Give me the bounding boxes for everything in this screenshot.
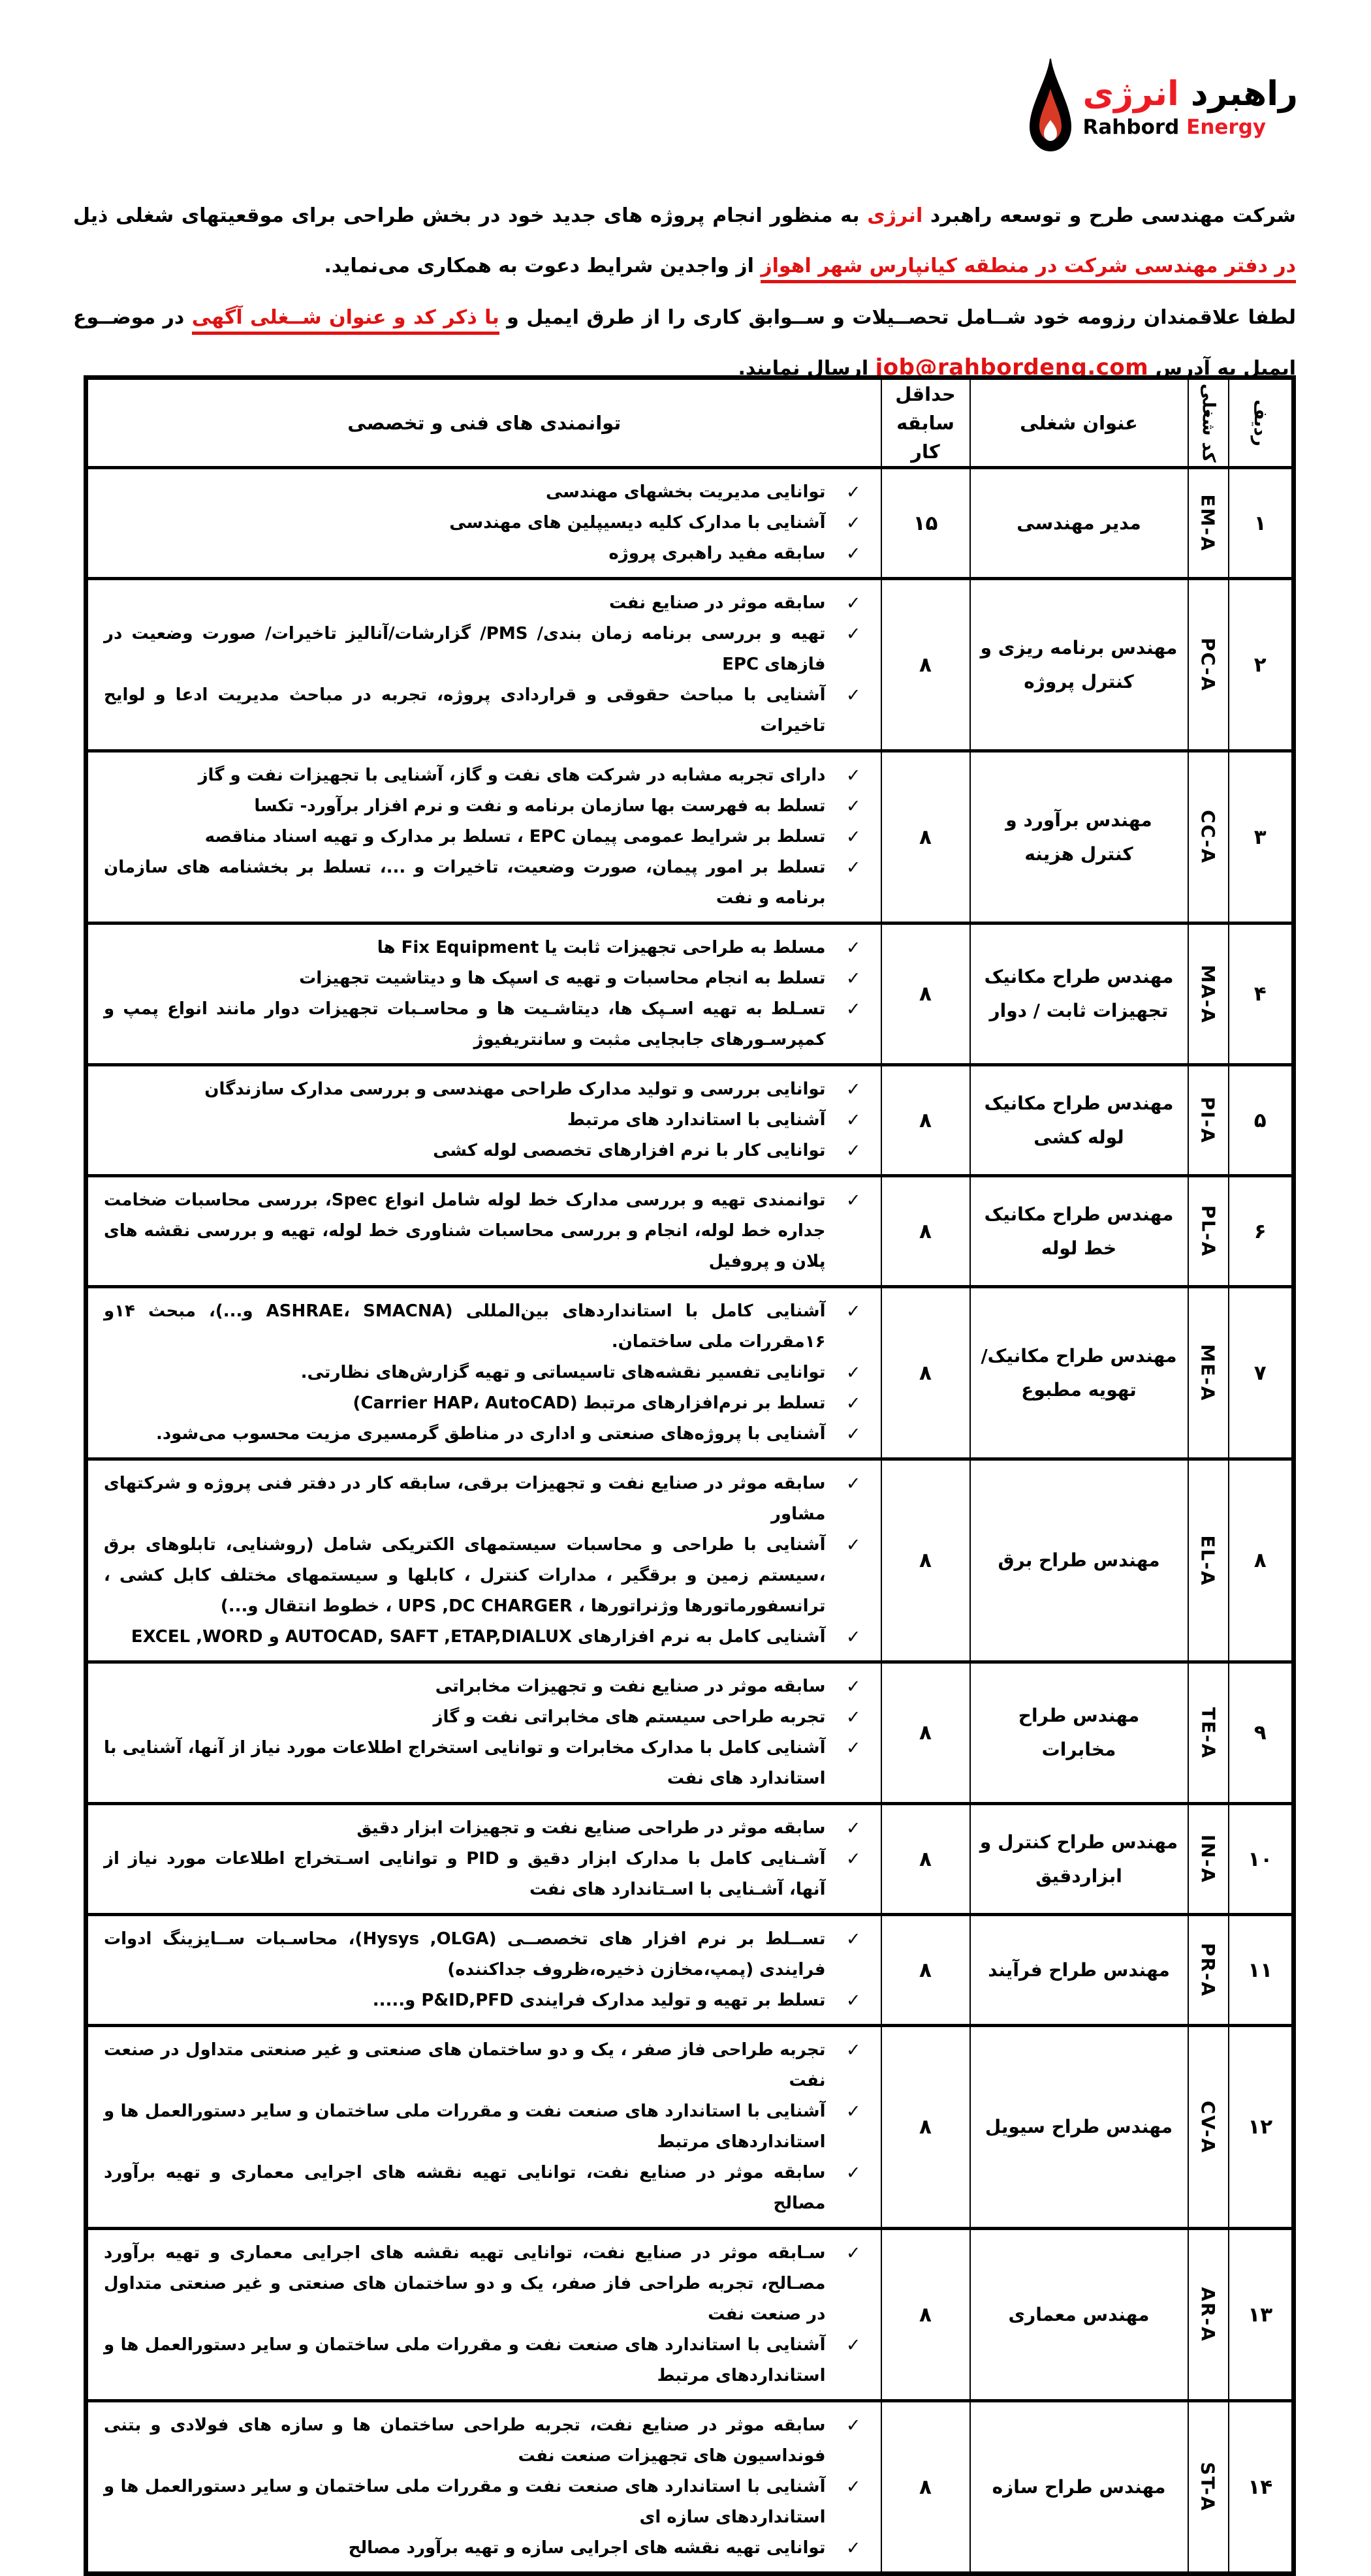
row-number-cell [1229,1459,1294,1662]
skill-item [104,1185,869,1277]
skills-cell [86,579,881,751]
job-title: مهندس طراح فرآیند [988,1959,1170,1981]
skill-text: تسلط بر امور پیمان، صورت وضعیت، تاخیرات و ...، تسلط بر بخشنامه های سازمان برنامه و نفت [104,858,826,908]
job-code: AR-A [1197,2287,1219,2342]
job-code-cell [1188,468,1229,579]
job-code-cell [1188,923,1229,1065]
job-title: مهندس طراح مکانیک لوله کشی [984,1092,1174,1148]
job-code: CV-A [1197,2100,1219,2154]
min-experience-cell [881,468,970,579]
skill-text: تســلط بر نرم افزار های تخصصــی (Hysys ,OLGA)، محاسـبات ســایزینگ ادوات فرایندی (پمپ،مخازن ذخیره،ظروف جداکننده) [104,1929,826,1979]
skills-list [104,2035,869,2219]
skill-text: تهیه و بررسی برنامه زمان بندی/ PMS/ گزارشات/آنالیز تاخیرات/ صورت وضعیت در فازهای EPC [104,624,826,674]
check-icon: ✓ [845,796,861,816]
skills-list [104,1924,869,2016]
min-experience-cell [881,923,970,1065]
skills-cell [86,751,881,923]
skill-item [104,1702,869,1733]
skills-cell [86,1662,881,1804]
row-number-cell [1229,468,1294,579]
check-icon: ✓ [845,1677,861,1697]
min-experience-cell [881,1065,970,1176]
min-experience-cell [881,1459,970,1662]
job-code-cell [1188,1915,1229,2026]
skill-text: سابقه مفید راهبری پروژه [608,544,826,563]
skills-cell [86,2229,881,2401]
job-title-cell [970,1287,1188,1459]
p2-highlight-code: با ذکر کد و عنوان شــغلی آگهی [192,306,499,335]
check-icon: ✓ [845,482,861,503]
jobs-table [84,375,1296,2576]
skills-list [104,588,869,741]
table-row [86,1287,1294,1459]
skill-item [104,1530,869,1622]
job-code-cell [1188,751,1229,923]
skill-item [104,1985,869,2016]
row-number: ۵ [1253,1108,1267,1132]
check-icon: ✓ [845,999,861,1019]
skill-text: آشنایی با استاندارد های مرتبط [567,1110,826,1130]
check-icon: ✓ [845,858,861,878]
check-icon: ✓ [845,1079,861,1100]
skill-text: آشـنایی کامل با مدارک ابزار دقیق و PID و توانایی اسـتخراج اطلاعات مورد نیاز از آنها، آشـنایی با اسـتاندارد های نفت [104,1849,826,1899]
job-code: PR-A [1197,1942,1219,1998]
header-min-experience: حداقل سابقه کار [881,378,970,468]
table-row [86,1915,1294,2026]
skills-cell [86,1065,881,1176]
table-row [86,1804,1294,1915]
skill-text: توانایی مدیریت بخشهای مهندسی [545,482,826,502]
job-title: مهندس طراح مکانیک تجهیزات ثابت / دوار [984,966,1174,1021]
skills-list [104,477,869,569]
job-code: ME-A [1197,1344,1219,1402]
table-header-row [86,378,1294,468]
job-title-cell [970,1176,1188,1287]
job-code: CC-A [1197,809,1219,865]
table-row [86,1662,1294,1804]
row-number: ۱۲ [1248,2115,1273,2139]
job-code: PI-A [1197,1096,1219,1144]
min-experience: ۸ [919,825,932,849]
min-experience: ۸ [919,2115,932,2139]
job-title-cell [970,2229,1188,2401]
job-code-cell [1188,1804,1229,1915]
skill-text: آشنایی با مباحث حقوقی و قراردادی پروژه، تجربه در مباحث مدیریت ادعا و لوایح تاخیرات [104,685,826,736]
job-code-cell [1188,2401,1229,2574]
skill-item [104,1358,869,1388]
skill-item [104,2533,869,2564]
skill-text: سابقه موثر در صنایع نفت، تجربه طراحی ساختمان ها و سازه های فولادی و بتنی فونداسیون های تجهیزات صنعت نفت [104,2415,826,2466]
skill-text: آشنایی با استاندارد های صنعت نفت و مقررات ملی ساختمان و سایر دستورالعمل ها و استانداردهای سازه ای [104,2477,826,2527]
row-number: ۹ [1253,1721,1267,1745]
skill-text: تسلط به انجام محاسبات و تهیه ی اسپک ها و دیتاشیت تجهیزات [299,969,826,988]
skill-item [104,1622,869,1653]
row-number-cell [1229,1915,1294,2026]
skill-item [104,1733,869,1794]
skill-item [104,994,869,1055]
skill-item [104,2330,869,2391]
check-icon: ✓ [845,1849,861,1869]
job-title-cell [970,1065,1188,1176]
skills-cell [86,468,881,579]
skill-text: تسـلط به تهیه اسـپک ها، دیتاشـیت ها و محاسـبات تجهیزات دوار مانند انواع پمپ و کمپرسـورهای جابجایی مثبت و سانتریفیوژ [104,999,826,1049]
min-experience: ۸ [919,1958,932,1982]
job-code-cell [1188,2026,1229,2229]
row-number: ۷ [1253,1361,1267,1385]
check-icon: ✓ [845,593,861,613]
skills-cell [86,1459,881,1662]
job-code: IN-A [1197,1834,1219,1884]
skill-item [104,680,869,741]
skill-item [104,2096,869,2158]
job-code-cell [1188,2229,1229,2401]
skill-item [104,1388,869,1419]
table-row [86,468,1294,579]
row-number-cell [1229,1287,1294,1459]
skills-cell [86,2026,881,2229]
job-code-cell [1188,1662,1229,1804]
check-icon: ✓ [845,766,861,786]
skill-text: مسلط به طراحی تجهیزات ثابت یا Fix Equipment ها [377,938,826,957]
header-job-code: کد شغلی [1188,378,1229,468]
job-title-cell [970,2401,1188,2574]
skill-item [104,822,869,852]
min-experience-cell [881,1804,970,1915]
skill-item [104,2410,869,2472]
check-icon: ✓ [845,1301,861,1322]
skill-text: تسلط به فهرست بها سازمان برنامه و نفت و نرم افزار برآورد- تکسا [254,796,826,816]
min-experience: ۸ [919,1361,932,1385]
p2-text: در موضــوع ایمیل به آدرس [73,306,1296,380]
min-experience-cell [881,2026,970,2229]
skill-item [104,1074,869,1105]
row-number: ۱۱ [1248,1958,1273,1982]
skills-list [104,1296,869,1450]
p1-text: شرکت مهندسی طرح و توسعه راهبرد [922,204,1296,227]
skills-list [104,2410,869,2564]
skills-list [104,1074,869,1166]
check-icon: ✓ [845,1141,861,1161]
skill-text: توانمندی تهیه و بررسی مدارک خط لوله شامل انواع Spec، بررسی محاسبات ضخامت جداره خط لوله، انجام و بررسی محاسبات شناوری خط لوله، تهیه و بررسی نقشه های پلان و پروفیل [104,1190,826,1271]
row-number-cell [1229,1065,1294,1176]
check-icon: ✓ [845,1929,861,1949]
min-experience-cell [881,751,970,923]
skills-cell [86,923,881,1065]
row-number-cell [1229,2401,1294,2574]
p1-text: از واجدین شرایط دعوت به همکاری می‌نماید. [324,255,761,277]
job-title: مهندس طراح مخابرات [1018,1705,1140,1760]
skill-item [104,1813,869,1844]
skill-text: سابقه موثر در صنایع نفت و تجهیزات مخابراتی [435,1677,826,1696]
job-title-cell [970,751,1188,923]
min-experience-cell [881,1287,970,1459]
min-experience: ۸ [919,982,932,1006]
skill-item [104,477,869,508]
skills-list [104,760,869,914]
job-code: EL-A [1197,1534,1219,1587]
job-code: PC-A [1197,637,1219,692]
skill-item [104,619,869,680]
min-experience: ۱۵ [913,511,938,535]
skill-text: تجربه طراحی سیستم های مخابراتی نفت و گاز [433,1707,826,1727]
skills-cell [86,1804,881,1915]
skill-text: آشنایی با مدارک کلیه دیسیپلین های مهندسی [449,513,826,533]
table-row [86,1459,1294,1662]
p2-text: لطفا علاقمندان رزومه خود شــامل تحصــیلات و ســوابق کاری را از طرق ایمیل و [499,306,1296,329]
check-icon: ✓ [845,1110,861,1130]
skill-item [104,588,869,619]
p1-highlight-energy: انرژی [867,204,923,227]
check-icon: ✓ [845,544,861,564]
skill-item [104,852,869,914]
skill-item [104,508,869,538]
job-title: مهندس طراح مکانیک خط لوله [984,1203,1174,1259]
job-title: مهندس طراح سیویل [985,2116,1173,2137]
skill-text: آشنایی با استاندارد های صنعت نفت و مقررات ملی ساختمان و سایر دستورالعمل ها و استانداردهای مرتبط [104,2102,826,2152]
skill-text: توانایی تفسیر نقشه‌های تاسیساتی و تهیه گزارش‌های نظارتی. [300,1363,826,1382]
job-title: مهندس طراح کنترل و ابزاردقیق [979,1831,1178,1887]
skill-item [104,933,869,963]
p1-text: به منظور انجام پروژه های جدید خود در بخش طراحی برای موقعیتهای شغلی ذیل [73,204,868,227]
row-number-cell [1229,923,1294,1065]
job-code: PL-A [1197,1205,1219,1258]
row-number-cell [1229,579,1294,751]
min-experience: ۸ [919,2475,932,2499]
skill-item [104,760,869,791]
skill-item [104,2238,869,2330]
skills-cell [86,1915,881,2026]
row-number: ۸ [1253,1549,1267,1572]
min-experience: ۸ [919,1219,932,1243]
check-icon: ✓ [845,513,861,533]
job-title-cell [970,579,1188,751]
row-number: ۳ [1253,825,1267,849]
check-icon: ✓ [845,1190,861,1211]
min-experience: ۸ [919,2303,932,2327]
skill-text: سابقه موثر در صنایع نفت و تجهیزات برقی، سابقه کار در دفتر فنی پروژه و شرکتهای مشاور [104,1474,826,1524]
row-number-cell [1229,1662,1294,1804]
skill-text: سابقه موثر در صنایع نفت، توانایی تهیه نقشه های اجرایی معماری و تهیه برآورد مصالح [104,2163,826,2213]
check-icon: ✓ [845,969,861,989]
table-row [86,2229,1294,2401]
header-skills: توانمندی های فنی و تخصصی [86,378,881,468]
row-number: ۱۰ [1248,1847,1273,1871]
job-title: مهندس طراح برق [998,1549,1160,1571]
job-code-cell [1188,1287,1229,1459]
skill-text: توانایی بررسی و تولید مدارک طراحی مهندسی و بررسی مدارک سازندگان [204,1079,826,1099]
check-icon: ✓ [845,1393,861,1414]
skill-text: توانایی کار با نرم افزارهای تخصصی لوله کشی [433,1141,826,1160]
company-logo [1027,57,1298,157]
skill-text: آشنایی با پروژه‌های صنعتی و اداری در مناطق گرمسیری مزیت محسوب می‌شود. [156,1424,826,1444]
check-icon: ✓ [845,685,861,706]
skills-cell [86,2401,881,2574]
job-title: مهندس برآورد و کنترل هزینه [1005,809,1152,865]
skill-item [104,2035,869,2096]
skills-list [104,1671,869,1794]
job-code-cell [1188,579,1229,751]
skills-list [104,933,869,1055]
row-number-cell [1229,2229,1294,2401]
min-experience-cell [881,2401,970,2574]
min-experience: ۸ [919,1549,932,1572]
table-row [86,579,1294,751]
min-experience-cell [881,1915,970,2026]
skill-item [104,1844,869,1905]
skill-text: آشنایی کامل با استانداردهای بین‌المللی (ASHRAE، SMACNA و...)، مبحث ۱۴و ۱۶مقررات ملی ساختمان. [104,1301,826,1352]
skills-list [104,1185,869,1277]
job-code: ST-A [1197,2462,1219,2512]
min-experience: ۸ [919,1721,932,1745]
email-link[interactable]: job@rahbordeng.com [875,354,1149,380]
skill-text: آشنایی کامل به نرم افزارهای AUTOCAD, SAFT ,ETAP,DIALUX و EXCEL ,WORD [131,1627,826,1647]
job-title-cell [970,468,1188,579]
check-icon: ✓ [845,1818,861,1839]
p2-text: ارسال نمایند. [738,357,875,380]
job-title-cell [970,2026,1188,2229]
job-title: مهندس برنامه ریزی و کنترل پروژه [980,636,1178,692]
job-code-cell [1188,1065,1229,1176]
skill-item [104,1136,869,1166]
skill-item [104,963,869,994]
min-experience: ۸ [919,653,932,677]
skill-item [104,2158,869,2219]
job-title: مهندس معماری [1008,2303,1150,2325]
job-code-cell [1188,1459,1229,1662]
skill-item [104,1468,869,1530]
check-icon: ✓ [845,2243,861,2263]
skill-text: آشنایی کامل با مدارک مخابرات و توانایی استخراج اطلاعات مورد نیاز از آنها، آشنایی با استاندارد های نفت [104,1738,826,1788]
brand-name-en: Rahbord Energy [1082,116,1267,139]
skill-text: آشنایی با طراحی و محاسبات سیستمهای الکتریکی شامل (روشنایی، تابلوهای برق ،سیستم زمین و برقگیر ، مدارات کنترل ، کابلها و سیستمهای مختلف کابل کشی ، ترانسفورماتورها وژنراتورها ، UPS ,DC CHARGER ، خطوط انتقال و...) [104,1535,826,1616]
min-experience-cell [881,579,970,751]
skills-list [104,1468,869,1653]
job-code: MA-A [1197,964,1219,1024]
intro-paragraph-1 [73,191,1296,291]
header-job-title: عنوان شغلی [970,378,1188,468]
row-number: ۲ [1253,653,1267,677]
row-number-cell [1229,1176,1294,1287]
brand-name-fa: راهبرد انرژی [1082,74,1298,114]
skill-item [104,538,869,569]
job-title-cell [970,1459,1188,1662]
check-icon: ✓ [845,1363,861,1383]
check-icon: ✓ [845,1535,861,1555]
job-code: EM-A [1197,494,1219,552]
check-icon: ✓ [845,827,861,847]
skill-item [104,1671,869,1702]
check-icon: ✓ [845,2335,861,2355]
skill-item [104,791,869,822]
row-number-cell [1229,2026,1294,2229]
skill-text: تسلط بر شرایط عمومی پیمان EPC ، تسلط بر مدارک و تهیه اسناد مناقصه [204,827,826,846]
skills-list [104,2238,869,2391]
check-icon: ✓ [845,2163,861,2183]
skill-text: تجربه طراحی فاز صفر ، یک و دو ساختمان های صنعتی و غیر صنعتی متداول در صنعت نفت [104,2040,826,2090]
job-title: مهندس طراح سازه [992,2475,1166,2498]
skills-cell [86,1176,881,1287]
skills-cell [86,1287,881,1459]
row-number: ۶ [1253,1219,1267,1243]
min-experience: ۸ [919,1108,932,1132]
check-icon: ✓ [845,2102,861,2122]
skill-item [104,1296,869,1358]
table-row [86,1065,1294,1176]
check-icon: ✓ [845,1627,861,1647]
skills-list [104,1813,869,1905]
p1-highlight-location: در دفتر مهندسی شرکت در منطقه کیانپارس شهر اهواز [761,255,1296,283]
job-code-cell [1188,1176,1229,1287]
min-experience-cell [881,2229,970,2401]
row-number-cell [1229,751,1294,923]
row-number: ۱۳ [1248,2303,1273,2327]
table-row [86,923,1294,1065]
job-title-cell [970,1804,1188,1915]
check-icon: ✓ [845,1707,861,1728]
job-title-cell [970,923,1188,1065]
skill-text: سابقه موثر در طراحی صنایع نفت و تجهیزات ابزار دقیق [356,1818,826,1838]
table-row [86,751,1294,923]
table-row [86,1176,1294,1287]
job-title: مدیر مهندسی [1016,512,1141,534]
skill-text: آشنایی با استاندارد های صنعت نفت و مقررات ملی ساختمان و سایر دستورالعمل ها و استانداردهای مرتبط [104,2335,826,2385]
check-icon: ✓ [845,2538,861,2558]
skill-item [104,1105,869,1136]
check-icon: ✓ [845,2415,861,2436]
skill-text: تسلط بر نرم‌افزارهای مرتبط (Carrier HAP، AutoCAD) [353,1393,826,1413]
skill-item [104,1419,869,1450]
skill-text: سابقه موثر در صنایع نفت [609,593,826,613]
min-experience-cell [881,1176,970,1287]
check-icon: ✓ [845,1474,861,1494]
row-number: ۱۴ [1248,2475,1273,2499]
check-icon: ✓ [845,2040,861,2060]
check-icon: ✓ [845,2477,861,2497]
table-row [86,2401,1294,2574]
table-row [86,2026,1294,2229]
check-icon: ✓ [845,1738,861,1758]
row-number: ۱ [1253,511,1267,535]
row-number: ۴ [1253,982,1267,1006]
job-code: TE-A [1197,1707,1219,1759]
check-icon: ✓ [845,938,861,958]
skill-item [104,1924,869,1985]
skill-text: سـابقه موثر در صنایع نفت، توانایی تهیه نقشه های اجرایی معماری و تهیه برآورد مصـالح، تجربه طراحی فاز صفر، یک و دو ساختمان های صنعتی و غیر صنعتی متداول در صنعت نفت [104,2243,826,2324]
check-icon: ✓ [845,1424,861,1444]
header-row-number: ردیف [1229,378,1294,468]
min-experience-cell [881,1662,970,1804]
check-icon: ✓ [845,624,861,644]
job-title-cell [970,1915,1188,2026]
check-icon: ✓ [845,1991,861,2011]
oil-drop-flame-icon [1027,57,1074,157]
skill-text: توانایی تهیه نقشه های اجرایی سازه و تهیه برآورد مصالح [348,2538,826,2558]
job-title: مهندس طراح مکانیک/ تهویه مطبوع [981,1344,1177,1401]
job-title-cell [970,1662,1188,1804]
min-experience: ۸ [919,1847,932,1871]
skill-item [104,2472,869,2533]
skill-text: دارای تجربه مشابه در شرکت های نفت و گاز، آشنایی با تجهیزات نفت و گاز [198,766,826,785]
row-number-cell [1229,1804,1294,1915]
skill-text: تسلط بر تهیه و تولید مدارک فرایندی P&ID,PFD و..... [372,1991,826,2010]
